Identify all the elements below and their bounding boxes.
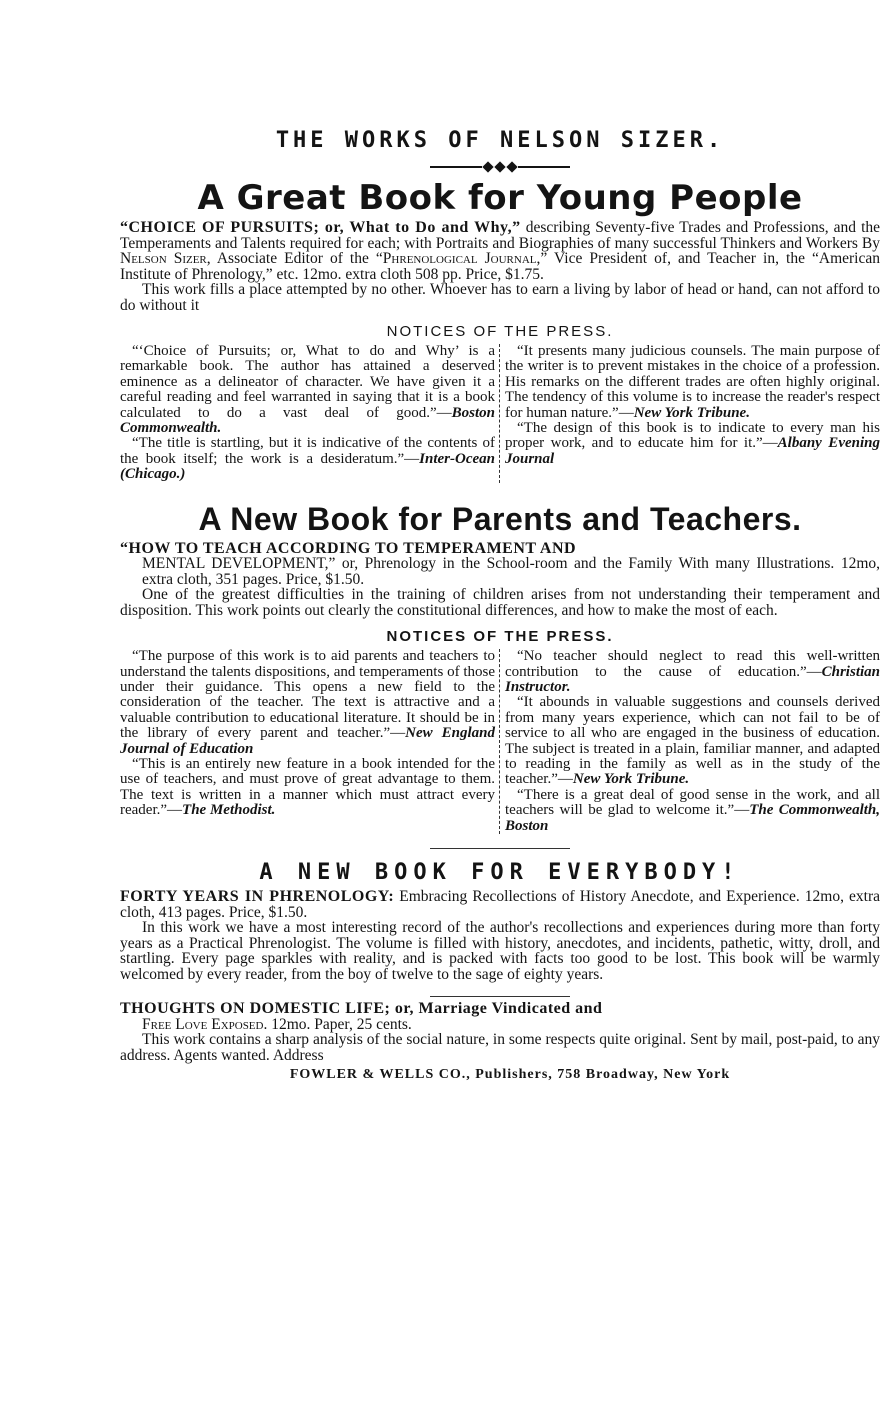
book-title: “CHOICE OF PURSUITS; or, What to Do and Why,” [120,219,521,236]
advertisement-page [120,128,880,1083]
book-description: MENTAL DEVELOPMENT,” or, Phrenology in the School-room and the Family With many Illustrations. 12mo, extra cloth, 351 pages. Price, $1.50. [142,555,880,588]
press-notice: “The title is startling, but it is indicative of the contents of the book itself; the work is a desideratum.”—Inter-Ocean (Chicago.) [120,435,495,483]
book-blurb: One of the greatest difficulties in the training of children arises from not understanding their temperament and disposition. This work points out clearly the constitutional differences, and how to make the most of each. [120,586,880,619]
book-blurb: This work contains a sharp analysis of the social nature, in some respects quite original. Sent by mail, post-paid, to any address. Agents wanted. Address [120,1031,880,1064]
book-description-cont: ,” Vice President of, and Teacher in, the “American Institute of Phrenology,” etc. 12mo. extra cloth 508 pp. Price, $1.75. [120,250,880,283]
section-young-people [120,178,880,483]
section-title: A NEW BOOK FOR EVERYBODY! [259,860,741,886]
book-description: describing Seventy-five Trades and Professions, and the Temperaments and Talents required for each; with Portraits and Biographies of many successful Thinkers and Workers By [120,219,880,252]
press-notice: “There is a great deal of good sense in the work, and all teachers will be glad to welcome it.”—The Commonwealth, Boston [505,786,881,834]
section-everybody [120,859,880,982]
press-notice: “‘Choice of Pursuits; or, What to do and Why’ is a remarkable book. The author has attained a deserved eminence as a delineator of character. We have given it a careful reading and feel warranted in saying that it is a book calculated to do a vast deal of good.”—Boston Commonwealth. [120,343,495,437]
book-description: Embracing Recollections of History Anecdote, and Experience. 12mo, extra cloth, 413 pages. Price, $1.50. [120,888,880,921]
triple-diamond-rule-icon [120,160,880,174]
notices-right-column [505,649,880,834]
book-blurb: This work fills a place attempted by no other. Whoever has to earn a living by labor of head or hand, can not afford to do without it [120,281,880,314]
notices-heading: NOTICES OF THE PRESS. [386,323,614,340]
journal-name: Phrenological Journal [382,250,537,267]
press-notice: “No teacher should neglect to read this well-written contribution to the cause of education.”—Christian Instructor. [505,648,880,695]
section-divider [430,848,570,849]
notices-left-column [120,344,495,483]
book-entry-domestic-life [120,1001,880,1063]
press-notice: “The design of this book is to indicate to every man his proper work, and to educate him for it.”—Albany Evening Journal [505,420,880,467]
author-name: Nelson Sizer [120,250,207,267]
press-notice: “It abounds in valuable suggestions and counsels derived from many years experience, which can not fail to be of service to all who are engaged in the business of education. The subject is treated in a plain, familiar manner, and adapted to reading in the family as well as in the study of the teacher.”—New York Tribune. [505,694,880,788]
section-title: A Great Book for Young People [197,178,803,218]
press-notice: “This is an entirely new feature in a book intended for the use of teachers, and must prove of great advantage to them. The text is written in a manner which must attract every reader.”—The Methodist. [120,756,495,819]
press-notice: “The purpose of this work is to aid parents and teachers to understand the talents dispositions, and temperaments of those under their guidance. This opens a new field to the consideration of the teacher. The text is attractive and a valuable contribution to educational literature. It should be in the library of every parent and teacher.”—New England Journal of Education [120,648,495,757]
section-parents-teachers [120,499,880,834]
book-title: “HOW TO TEACH ACCORDING TO TEMPERAMENT AND [120,539,577,557]
author-role: , Associate Editor of the “ [206,250,383,267]
publisher-address: FOWLER & WELLS CO., Publishers, 758 Broadway, New York [289,1067,731,1083]
notices-right-column [505,344,880,483]
book-entry-choice-of-pursuits [120,220,880,313]
column-divider [499,344,501,483]
press-notices [120,344,880,483]
notices-heading: NOTICES OF THE PRESS. [386,628,614,646]
press-notices [120,649,880,834]
section-divider [430,996,570,997]
book-entry-forty-years [120,889,880,982]
notices-left-column [120,649,495,834]
book-title: THOUGHTS ON DOMESTIC LIFE; or, Marriage Vindicated and [120,1000,603,1018]
series-title: THE WORKS OF NELSON SIZER. [275,128,725,153]
press-notice: “It presents many judicious counsels. The main purpose of the writer is to prevent mistakes in the choice of a profession. His remarks on the different trades are often highly original. The tendency of this volume is to increase the reader's respect for human nature.”—New York Tribune. [505,343,880,421]
book-subtitle: Free Love Exposed. [142,1015,268,1033]
book-blurb: In this work we have a most interesting record of the author's recollections and experiences during more than forty years as a Practical Phrenologist. The volume is filled with history, anecdotes, and incidents, pathetic, witty, droll, and startling. Every page sparkles with reality, and is packed with facts too good to be lost. This book will be warmly welcomed by every reader, from the boy of twelve to the sage of eighty years. [120,919,880,983]
book-title: FORTY YEARS IN PHRENOLOGY: [120,888,395,906]
book-entry-how-to-teach [120,541,880,619]
section-domestic-life [120,1001,880,1083]
book-description: 12mo. Paper, 25 cents. [267,1015,412,1033]
section-title: A New Book for Parents and Teachers. [198,500,802,537]
column-divider [499,649,501,834]
